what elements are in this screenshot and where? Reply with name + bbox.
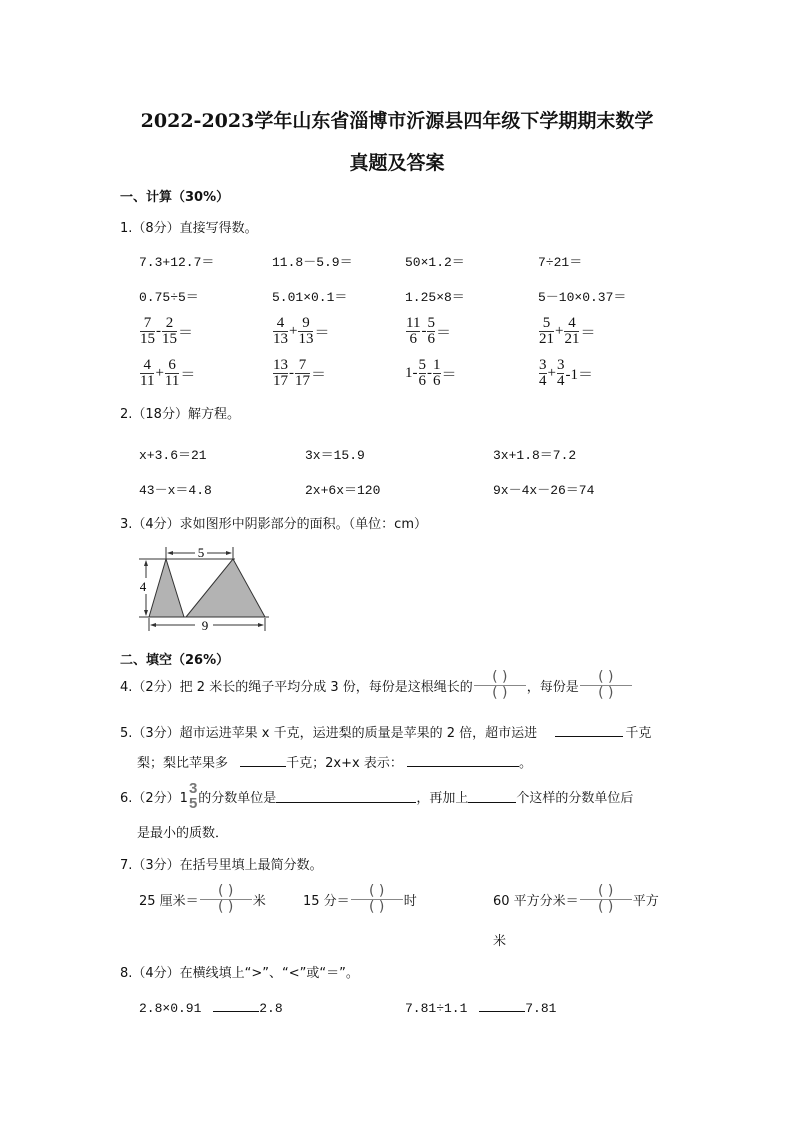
fraction-expression [139,358,195,389]
denominator: 6 [427,331,435,347]
question-4 [120,670,633,701]
operator: + [555,323,564,339]
operator: + [155,365,164,381]
equation: 3x＝15.9 [305,448,365,463]
q5-text: 千克；2x+x 表示： [286,756,403,771]
denominator: 17 [273,373,288,389]
denominator: 17 [295,373,310,389]
fraction [140,358,154,389]
shaded-triangle-left [149,559,184,617]
operator: - [421,323,427,339]
fraction [162,316,177,347]
question-6-line1 [120,781,633,811]
q4-text: 4.（2分）把 2 米长的绳子平均分成 3 份，每份是这根绳长的 [120,680,473,695]
answer-fraction-blank[interactable]: $\frac{( )}{( )}$ [474,670,526,701]
denominator: 21 [564,331,580,347]
operator: + [547,365,556,381]
top-length-label: 5 [197,545,205,560]
operator: - [156,323,161,339]
shaded-area-figure [135,542,275,634]
numerator: 6 [168,357,176,373]
fraction [427,316,435,347]
q6-text: 个这样的分数单位后 [516,790,634,806]
denominator: 13 [273,331,288,347]
operator: - [427,365,432,381]
numerator: 5 [427,315,435,331]
question-5-line1 [120,722,651,741]
q1-item: 7.3+12.7＝ [139,255,215,270]
q1-item: 1.25×8＝ [405,290,465,305]
numerator: 1 [433,357,441,373]
q4-text: ，每份是 [526,680,579,695]
denominator: 6 [433,373,441,389]
height-label: 4 [139,579,147,594]
operator: - [289,365,294,381]
q8-item: 7.81÷1.1 7.81 [405,1001,557,1016]
denominator: 15 [162,331,177,347]
fraction-expression [272,358,326,389]
question-5-line2 [137,752,532,771]
q1-item: 11.8－5.9＝ [272,255,353,270]
q1-item: 5－10×0.37＝ [538,290,627,305]
numerator: 13 [273,357,288,373]
operator: 1- [405,365,418,381]
q1-item: 0.75÷5＝ [139,290,199,305]
fraction-expression [538,316,595,347]
operator: + [289,323,298,339]
fraction [165,358,179,389]
numerator: 7 [143,315,152,331]
fraction [539,316,554,347]
fraction-expression [538,358,593,389]
numerator: 4 [568,315,576,331]
q7-item: 25 厘米＝ $\frac{( )}{( )}$ 米 [139,883,266,915]
section-heading-fill-blank: 二、填空（26%） [120,653,230,668]
question-7-label: 7.（3分）在括号里填上最简分数。 [120,858,323,873]
q1-item: 50×1.2＝ [405,255,465,270]
fraction [564,316,579,347]
answer-fraction-blank[interactable]: $\frac{( )}{( )}$ [580,670,632,701]
question-2-label: 2.（18分）解方程。 [120,407,240,422]
q6-line2: 是最小的质数． [137,826,229,841]
bottom-length-label: 9 [201,618,209,633]
fraction-expression [139,316,193,347]
answer-blank[interactable] [555,724,623,737]
operator: ＝ [441,367,457,383]
q5-text: 千克 [625,726,652,741]
operator: ＝ [178,325,194,341]
equation: 3x+1.8＝7.2 [493,448,577,463]
q1-item: 5.01×0.1＝ [272,290,348,305]
q5-text: 5.（3分）超市运进苹果 x 千克，运进梨的质量是苹果的 2 倍，超市运进 [120,726,538,741]
denominator: 6 [409,331,417,347]
answer-blank[interactable] [276,790,416,803]
operator: ＝ [311,367,327,383]
operator: ＝ [580,325,596,341]
answer-fraction-blank[interactable]: $\frac{( )}{( )}$ [580,884,632,915]
answer-blank[interactable] [407,754,519,767]
denominator: 6 [418,373,426,389]
fraction [557,358,565,389]
answer-blank[interactable] [240,754,286,767]
denominator: 13 [298,331,314,347]
answer-blank[interactable] [468,790,516,803]
fraction [140,316,155,347]
numerator: 5 [542,315,551,331]
numerator: 9 [302,315,310,331]
fraction [298,316,313,347]
q8-item: 2.8×0.91 2.8 [139,1001,283,1016]
equation: 9x－4x－26＝74 [493,483,595,498]
numerator: 7 [298,357,307,373]
answer-blank[interactable] [479,999,525,1012]
numerator: 4 [276,315,285,331]
fraction [295,358,310,389]
denominator: 11 [140,373,155,389]
q6-text: ，再加上 [416,790,469,806]
q1-item: 7÷21＝ [538,255,583,270]
operator: ＝ [435,325,451,341]
fraction [433,358,441,389]
operator: ＝ [314,325,330,341]
numerator: 2 [165,315,174,331]
q7-wrap-text: 米 [493,934,507,949]
numerator: 3 [539,357,547,373]
fraction-expression [405,316,451,347]
q5-text: 梨；梨比苹果多 [137,756,229,771]
question-8-label: 8.（4分）在横线填上“>”、“<”或“＝”。 [120,966,359,981]
q5-text: 。 [518,756,532,771]
fraction [539,358,547,389]
document-title-line1: 2022-2023学年山东省淄博市沂源县四年级下学期期末数学 [140,110,654,132]
q7-item: 60 平方分米＝ $\frac{( )}{( )}$ 平方 [493,883,659,915]
operator: -1＝ [565,367,593,383]
denominator: 15 [140,331,155,347]
document-title-line2: 真题及答案 [349,152,445,174]
section-heading-calculation: 一、计算（30%） [120,190,230,205]
question-3-label: 3.（4分）求如图形中阴影部分的面积。（单位：cm） [120,517,427,532]
operator: ＝ [180,367,196,383]
question-1-label: 1.（8分）直接写得数。 [120,221,258,236]
fraction [273,316,288,347]
numerator: 5 [418,357,426,373]
denominator: 21 [539,331,554,347]
q6-text: 6.（2分）1 [120,790,188,806]
equation: x+3.6＝21 [139,448,207,463]
fraction [419,358,427,389]
q7-item: 15 分＝ $\frac{( )}{( )}$ 时 [303,883,417,915]
answer-fraction-blank[interactable]: $\frac{( )}{( )}$ [351,884,403,915]
denominator: 4 [556,373,565,389]
equation: 2x+6x＝120 [305,483,381,498]
shaded-triangle-right [186,559,265,617]
answer-fraction-blank[interactable]: $\frac{( )}{( )}$ [200,884,252,915]
fraction-expression [272,316,329,347]
mixed-number-fraction: 3 5 [188,780,198,812]
numerator: 11 [406,315,421,331]
numerator: 4 [143,357,151,373]
denominator: 4 [539,373,547,389]
fraction [273,358,288,389]
denominator: 11 [164,373,180,389]
equation: 43－x＝4.8 [139,483,212,498]
answer-blank[interactable] [213,999,259,1012]
numerator: 3 [556,357,565,373]
q6-text: 的分数单位是 [198,790,277,806]
fraction [406,316,420,347]
fraction-expression [405,358,457,389]
